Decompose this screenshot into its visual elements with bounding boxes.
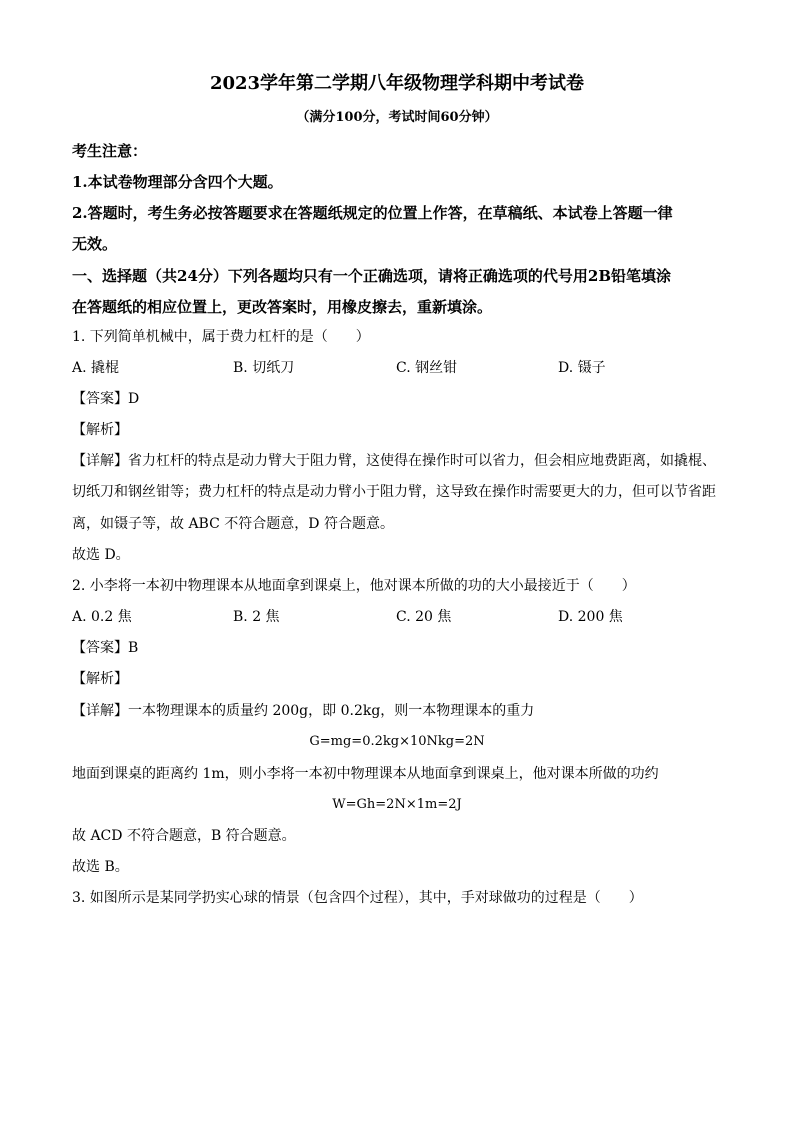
notice-item-1: 1.本试卷物理部分含四个大题。 [72,173,283,191]
question-1-detail-line-2: 切纸刀和钢丝钳等；费力杠杆的特点是动力臂小于阻力臂，这导致在操作时需要更大的力，但可以节省距 [72,484,716,500]
exam-title: 2023学年第二学期八年级物理学科期中考试卷 [209,73,585,94]
question-2-formula-1: G=mg=0.2kg×10Nkg=2N [309,734,485,749]
question-1-analysis-label: 【解析】 [72,422,128,438]
question-2-detail-line-1: 【详解】一本物理课本的质量约 200g，即 0.2kg，则一本物理课本的重力 [72,703,535,719]
question-2-formula-2: W=Gh=2N×1m=2J [332,797,462,812]
question-1-option-b: B. 切纸刀 [233,360,295,376]
question-2-option-c: C. 20 焦 [396,609,452,625]
notice-item-2-line-2: 无效。 [72,235,118,253]
question-2-option-b: B. 2 焦 [233,609,280,625]
question-2-answer: 【答案】B [72,640,139,656]
question-2-conclusion: 故选 B。 [72,859,129,875]
question-1-conclusion: 故选 D。 [72,547,130,563]
section-1-line-2: 在答题纸的相应位置上，更改答案时，用橡皮擦去，重新填涂。 [72,298,493,316]
exam-subtitle: （满分100分，考试时间60分钟） [296,110,498,125]
question-2-detail-line-3: 故 ACD 不符合题意，B 符合题意。 [72,828,296,844]
question-1-answer: 【答案】D [72,391,140,407]
question-1-option-a: A. 撬棍 [72,360,120,376]
question-1-option-c: C. 钢丝钳 [396,360,458,376]
question-2-option-d: D. 200 焦 [558,609,623,625]
question-1-detail-line-1: 【详解】省力杠杆的特点是动力臂大于阻力臂，这使得在操作时可以省力，但会相应地费距离，如撬棍、 [72,453,716,469]
question-1-option-d: D. 镊子 [558,360,606,376]
question-2-option-a: A. 0.2 焦 [72,609,132,625]
question-2-detail-line-2: 地面到课桌的距离约 1m，则小李将一本初中物理课本从地面拿到课桌上，他对课本所做的功约 [72,766,659,782]
question-2-analysis-label: 【解析】 [72,671,128,687]
question-3-stem: 3. 如图所示是某同学扔实心球的情景（包含四个过程），其中，手对球做功的过程是（ ） [72,890,643,906]
notice-heading: 考生注意： [72,142,148,160]
question-1-stem: 1. 下列简单机械中，属于费力杠杆的是（ ） [72,329,370,345]
section-1-line-1: 一、选择题（共24分）下列各题均只有一个正确选项，请将正确选项的代号用2B铅笔填涂 [72,267,671,285]
notice-item-2-line-1: 2.答题时，考生务必按答题要求在答题纸规定的位置上作答，在草稿纸、本试卷上答题一律 [72,204,673,222]
question-2-stem: 2. 小李将一本初中物理课本从地面拿到课桌上，他对课本所做的功的大小最接近于（ ） [72,578,636,594]
question-1-detail-line-3: 离，如镊子等，故 ABC 不符合题意，D 符合题意。 [72,516,394,532]
